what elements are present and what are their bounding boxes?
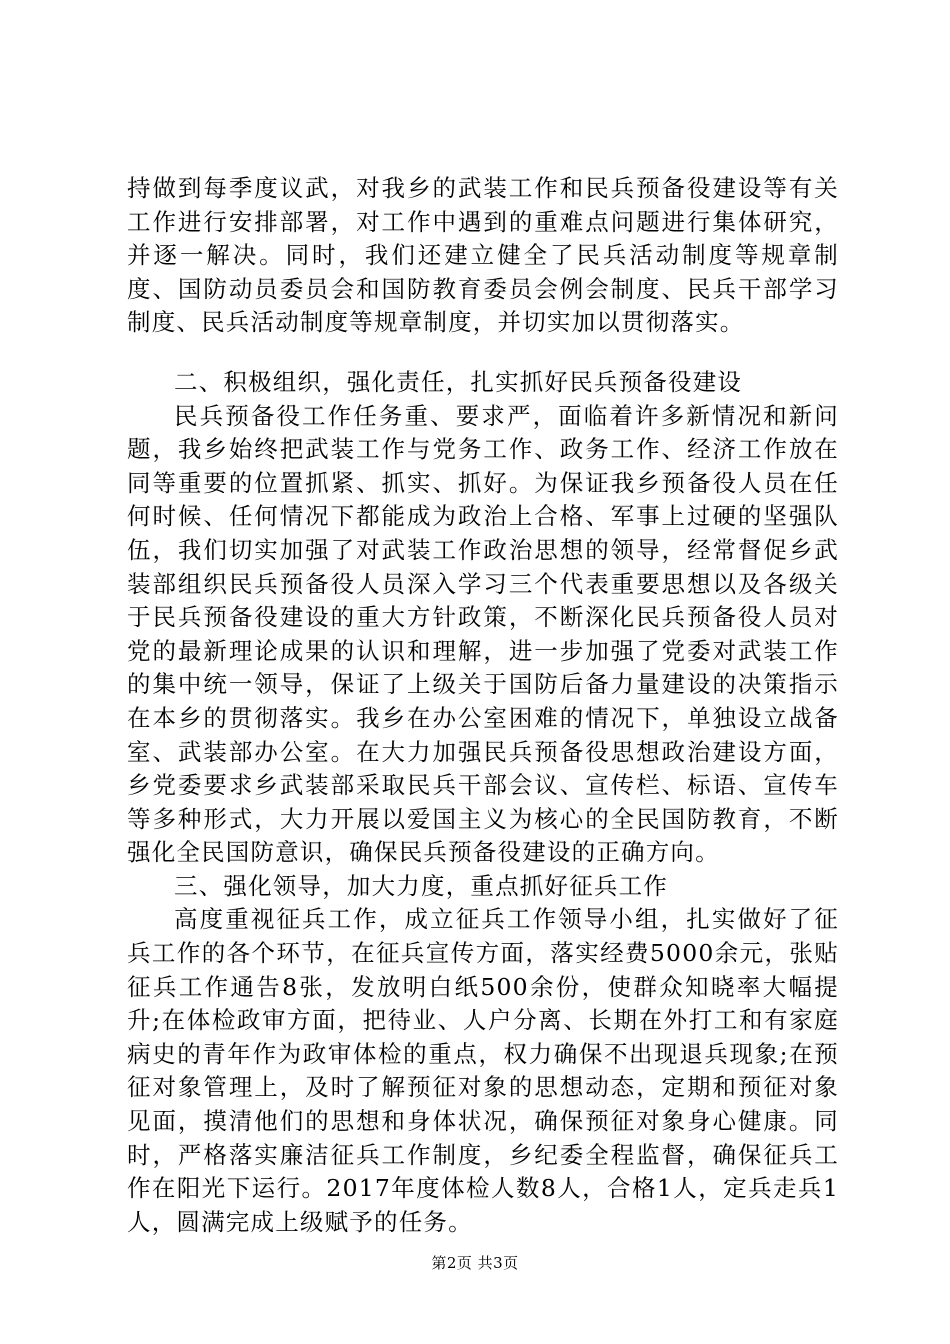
section-heading-3: 三、强化领导，加大力度，重点抓好征兵工作	[174, 871, 668, 900]
paragraph-militia-reserve: 民兵预备役工作任务重、要求严，面临着许多新情况和新问题，我乡始终把武装工作与党务工作、政务工作、经济工作放在同等重要的位置抓紧、抓实、抓好。为保证我乡预备役人员在任何时候、任何情况下都能成为政治上合格、军事上过硬的坚强队伍，我们切实加强了对武装工作政治思想的领导，经常督促乡武装部组织民兵预备役人员深入学习三个代表重要思想以及各级关于民兵预备役建设的重大方针政策，不断深化民兵预备役人员对党的最新理论成果的认识和理解，进一步加强了党委对武装工作的集中统一领导，保证了上级关于国防后备力量建设的决策指示在本乡的贯彻落实。我乡在办公室困难的情况下，单独设立战备室、武装部办公室。在大力加强民兵预备役思想政治建设方面，乡党委要求乡武装部采取民兵干部会议、宣传栏、标语、宣传车等多种形式，大力开展以爱国主义为核心的全民国防教育，不断强化全民国防意识，确保民兵预备役建设的正确方向。	[127, 401, 839, 867]
page-footer: 第2页 共3页	[431, 1254, 519, 1272]
section-heading-2: 二、积极组织，强化责任，扎实抓好民兵预备役建设	[174, 367, 743, 396]
section-spacer	[127, 340, 839, 366]
paragraph-conscription: 高度重视征兵工作，成立征兵工作领导小组，扎实做好了征兵工作的各个环节，在征兵宣传方面，落实经费5000余元，张贴征兵工作通告8张，发放明白纸500余份，使群众知晓率大幅提升;在体检政审方面，把待业、人户分离、长期在外打工和有家庭病史的青年作为政审体检的重点，权力确保不出现退兵现象;在预征对象管理上，及时了解预征对象的思想动态，定期和预征对象见面，摸清他们的思想和身体状况，确保预征对象身心健康。同时，严格落实廉洁征兵工作制度，乡纪委全程监督，确保征兵工作在阳光下运行。2017年度体检人数8人，合格1人，定兵走兵1人，圆满完成上级赋予的任务。	[127, 905, 839, 1236]
paragraph-continued: 持做到每季度议武，对我乡的武装工作和民兵预备役建设等有关工作进行安排部署，对工作中遇到的重难点问题进行集体研究，并逐一解决。同时，我们还建立健全了民兵活动制度等规章制度、国防动员委员会和国防教育委员会例会制度、民兵干部学习制度、民兵活动制度等规章制度，并切实加以贯彻落实。	[127, 174, 839, 337]
document-body	[127, 172, 839, 1239]
